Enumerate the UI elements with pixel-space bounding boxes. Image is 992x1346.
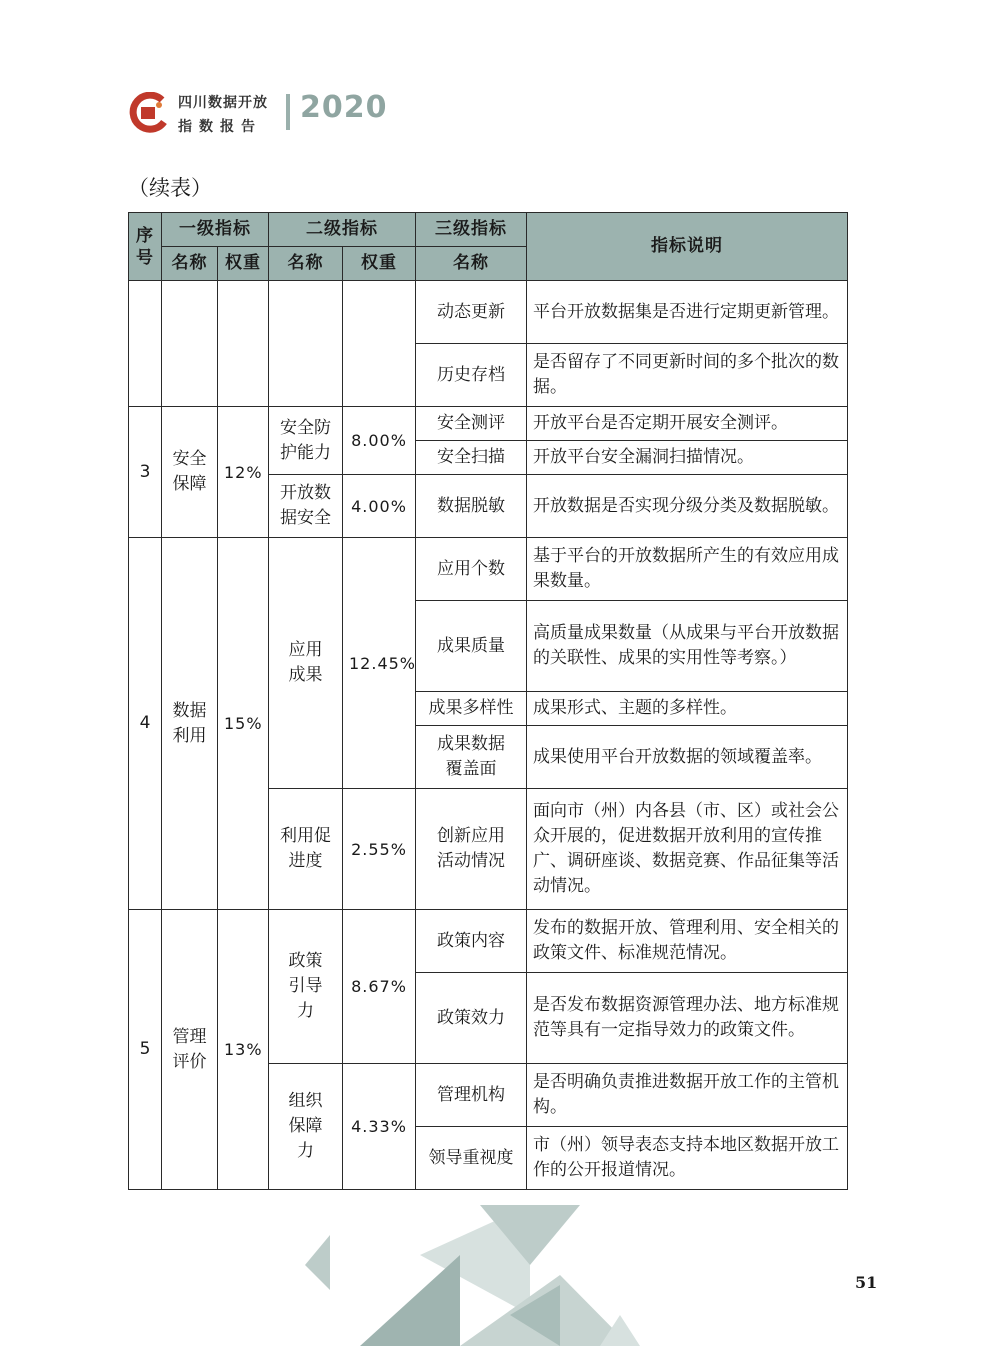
table-row — [129, 910, 848, 973]
seq-cell: 3 — [129, 407, 162, 538]
header-l2-weight: 权重 — [343, 247, 416, 281]
l1-name-cell — [162, 910, 218, 1190]
desc-cell: 市（州）领导表态支持本地区数据开放工作的公开报道情况。 — [527, 1127, 848, 1190]
header-l1-weight: 权重 — [218, 247, 269, 281]
l3-name-cell: 政策内容 — [416, 910, 527, 973]
header-l3-name: 名称 — [416, 247, 527, 281]
header-seq — [129, 213, 162, 281]
table-row — [129, 538, 848, 601]
l2-name-cell — [269, 538, 343, 789]
seq-cell: 5 — [129, 910, 162, 1190]
header-level1: 一级指标 — [162, 213, 269, 247]
desc-cell: 成果使用平台开放数据的领域覆盖率。 — [527, 726, 848, 789]
header-level2: 二级指标 — [269, 213, 416, 247]
l2-name-cell — [269, 910, 343, 1064]
deco-triangle — [360, 1255, 460, 1346]
header-l2-name: 名称 — [269, 247, 343, 281]
l3-name-cell: 成果质量 — [416, 601, 527, 692]
report-year: 2020 — [300, 90, 388, 125]
l3-name-cell: 管理机构 — [416, 1064, 527, 1127]
l2-name-text: 安全防护能力 — [280, 417, 331, 463]
l3-name-cell: 数据脱敏 — [416, 475, 527, 538]
l3-name-cell: 成果多样性 — [416, 692, 527, 726]
desc-cell: 面向市（州）内各县（市、区）或社会公众开展的，促进数据开放利用的宣传推广、调研座谈、数据竞赛、作品征集等活动情况。 — [527, 789, 848, 910]
seq-cell — [129, 281, 162, 407]
l2-name-text: 应用成果 — [288, 640, 323, 685]
l2-name-cell — [269, 1064, 343, 1190]
l3-name-cell: 政策效力 — [416, 973, 527, 1064]
l1-name-text: 数据利用 — [172, 700, 207, 746]
l2-name-text: 组织保障力 — [288, 1091, 323, 1161]
l3-name-cell — [416, 726, 527, 789]
desc-cell: 平台开放数据集是否进行定期更新管理。 — [527, 281, 848, 344]
report-logo-icon — [128, 92, 170, 134]
header-row-1 — [129, 213, 848, 247]
l1-name-text: 管理评价 — [172, 1026, 207, 1072]
desc-cell: 基于平台的开放数据所产生的有效应用成果数量。 — [527, 538, 848, 601]
desc-cell: 是否发布数据资源管理办法、地方标准规范等具有一定指导效力的政策文件。 — [527, 973, 848, 1064]
l1-name-text: 安全保障 — [172, 449, 207, 494]
deco-triangle — [305, 1235, 330, 1290]
l2-name-text: 利用促进度 — [280, 826, 331, 871]
l2-weight-cell: 12.45% — [343, 538, 416, 789]
l1-weight-cell: 13% — [218, 910, 269, 1190]
l2-name-text: 开放数据安全 — [280, 483, 331, 528]
decorative-triangles — [300, 1195, 660, 1346]
desc-cell: 开放平台是否定期开展安全测评。 — [527, 407, 848, 441]
l2-weight-cell: 2.55% — [343, 789, 416, 910]
l3-name-cell — [416, 789, 527, 910]
l2-name-text: 政策引导力 — [288, 951, 323, 1021]
l2-name-cell — [269, 789, 343, 910]
header-level3: 三级指标 — [416, 213, 527, 247]
l2-weight-cell: 8.00% — [343, 407, 416, 475]
seq-cell: 4 — [129, 538, 162, 910]
l3-name-text: 创新应用活动情况 — [437, 826, 505, 871]
l1-weight-cell: 15% — [218, 538, 269, 910]
header-desc: 指标说明 — [527, 213, 848, 281]
page-number: 51 — [855, 1273, 878, 1292]
l3-name-cell: 历史存档 — [416, 344, 527, 407]
l2-weight-cell: 8.67% — [343, 910, 416, 1064]
desc-cell: 发布的数据开放、管理利用、安全相关的政策文件、标准规范情况。 — [527, 910, 848, 973]
l2-weight-cell: 4.00% — [343, 475, 416, 538]
report-header — [128, 88, 428, 138]
l2-name-cell — [269, 407, 343, 475]
desc-cell: 成果形式、主题的多样性。 — [527, 692, 848, 726]
desc-cell: 是否留存了不同更新时间的多个批次的数据。 — [527, 344, 848, 407]
l3-name-cell: 应用个数 — [416, 538, 527, 601]
report-title-line2: 指数报告 — [178, 119, 262, 135]
l1-name-cell — [162, 538, 218, 910]
report-title-line1: 四川数据开放 — [178, 95, 268, 111]
desc-cell: 开放平台安全漏洞扫描情况。 — [527, 441, 848, 475]
indicator-table — [128, 212, 848, 1190]
l1-weight-cell: 12% — [218, 407, 269, 538]
header-l1-name: 名称 — [162, 247, 218, 281]
l3-name-cell: 安全测评 — [416, 407, 527, 441]
desc-cell: 是否明确负责推进数据开放工作的主管机构。 — [527, 1064, 848, 1127]
l2-weight-cell — [343, 281, 416, 407]
l1-weight-cell — [218, 281, 269, 407]
desc-cell: 开放数据是否实现分级分类及数据脱敏。 — [527, 475, 848, 538]
l3-name-cell: 动态更新 — [416, 281, 527, 344]
table-row — [129, 281, 848, 344]
l2-name-cell — [269, 475, 343, 538]
l3-name-cell: 安全扫描 — [416, 441, 527, 475]
l2-weight-cell: 4.33% — [343, 1064, 416, 1190]
desc-cell: 高质量成果数量（从成果与平台开放数据的关联性、成果的实用性等考察。） — [527, 601, 848, 692]
table-row — [129, 407, 848, 441]
header-divider — [286, 94, 290, 130]
l3-name-cell: 领导重视度 — [416, 1127, 527, 1190]
l1-name-cell — [162, 407, 218, 538]
l3-name-text: 成果数据覆盖面 — [437, 734, 505, 779]
table-continued-label: （续表） — [128, 176, 212, 200]
report-brand — [178, 92, 268, 136]
l2-name-cell — [269, 281, 343, 407]
header-seq-label: 序号 — [136, 225, 154, 268]
l1-name-cell — [162, 281, 218, 407]
